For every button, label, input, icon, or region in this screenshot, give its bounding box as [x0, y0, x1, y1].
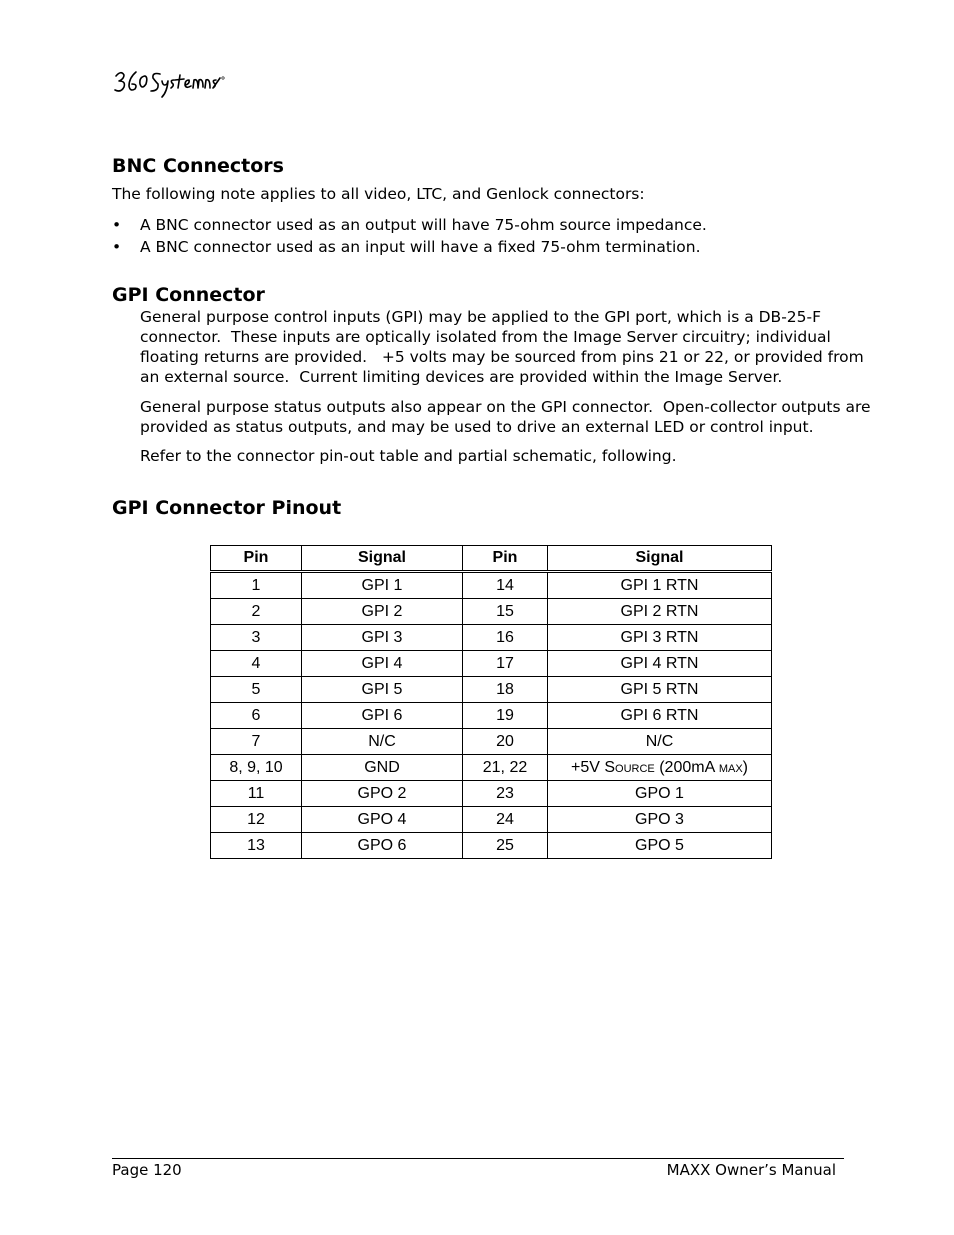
column-header-pin: Pin [463, 546, 548, 572]
pin-cell: 21, 22 [463, 755, 548, 781]
pinout-table [210, 545, 772, 859]
pin-cell: 11 [211, 781, 302, 807]
signal-cell: GPI 1 RTN [548, 572, 772, 599]
pin-cell: 12 [211, 807, 302, 833]
pin-cell: 6 [211, 703, 302, 729]
pin-cell: 3 [211, 625, 302, 651]
signal-cell: GPI 2 RTN [548, 599, 772, 625]
pin-cell: 19 [463, 703, 548, 729]
table-row [211, 833, 772, 859]
signal-cell: +5V Source (200mA max) [548, 755, 772, 781]
pin-cell: 17 [463, 651, 548, 677]
table-row [211, 781, 772, 807]
table-row [211, 677, 772, 703]
pin-cell: 14 [463, 572, 548, 599]
pin-cell: 4 [211, 651, 302, 677]
signal-cell: GPI 6 [302, 703, 463, 729]
gpi-paragraph-3: Refer to the connector pin-out table and partial schematic, following. [140, 447, 677, 465]
pin-cell: 1 [211, 572, 302, 599]
footer-manual-title: MAXX Owner’s Manual [666, 1161, 836, 1179]
gpi-para2-line: General purpose status outputs also appear on the GPI connector. Open-collector outputs are [140, 398, 871, 416]
table-row [211, 599, 772, 625]
gpi-para1-line: an external source. Current limiting devices are provided within the Image Server. [140, 368, 783, 386]
table-row [211, 703, 772, 729]
pin-cell: 7 [211, 729, 302, 755]
pin-cell: 23 [463, 781, 548, 807]
pin-cell: 24 [463, 807, 548, 833]
bullet-icon: • [112, 216, 122, 234]
bnc-bullet-text: A BNC connector used as an input will have a fixed 75-ohm termination. [140, 238, 701, 256]
table-row [211, 807, 772, 833]
pin-cell: 15 [463, 599, 548, 625]
bnc-bullet-text: A BNC connector used as an output will have 75-ohm source impedance. [140, 216, 707, 234]
signal-cell: N/C [302, 729, 463, 755]
signal-cell: GPO 1 [548, 781, 772, 807]
signal-cell: GPI 5 [302, 677, 463, 703]
signal-cell: GND [302, 755, 463, 781]
bnc-intro: The following note applies to all video, LTC, and Genlock connectors: [112, 185, 645, 203]
table-row [211, 625, 772, 651]
signal-cell: GPO 4 [302, 807, 463, 833]
signal-cell: GPI 1 [302, 572, 463, 599]
column-header-pin: Pin [211, 546, 302, 572]
pin-cell: 8, 9, 10 [211, 755, 302, 781]
signal-cell: GPO 5 [548, 833, 772, 859]
pin-cell: 25 [463, 833, 548, 859]
table-row [211, 729, 772, 755]
signal-cell: GPI 3 [302, 625, 463, 651]
gpi-section-title: GPI Connector [112, 284, 265, 306]
pin-cell: 18 [463, 677, 548, 703]
pinout-table-body [211, 572, 772, 859]
pin-cell: 13 [211, 833, 302, 859]
bullet-icon: • [112, 238, 122, 256]
gpi-para1-line: floating returns are provided. +5 volts may be sourced from pins 21 or 22, or provided from [140, 348, 864, 366]
table-row [211, 755, 772, 781]
pin-cell: 16 [463, 625, 548, 651]
signal-cell: GPO 6 [302, 833, 463, 859]
table-row [211, 651, 772, 677]
signal-cell: N/C [548, 729, 772, 755]
gpi-para1-line: connector. These inputs are optically isolated from the Image Server circuitry; individual [140, 328, 831, 346]
signal-cell: GPI 2 [302, 599, 463, 625]
gpi-para2-line: provided as status outputs, and may be used to drive an external LED or control input. [140, 418, 814, 436]
signal-cell: GPI 5 RTN [548, 677, 772, 703]
pin-cell: 20 [463, 729, 548, 755]
signal-cell: GPI 4 RTN [548, 651, 772, 677]
signal-cell: GPI 4 [302, 651, 463, 677]
pin-cell: 5 [211, 677, 302, 703]
signal-cell: GPO 3 [548, 807, 772, 833]
signal-cell: GPI 6 RTN [548, 703, 772, 729]
column-header-signal: Signal [302, 546, 463, 572]
footer-divider [112, 1158, 844, 1159]
pin-cell: 2 [211, 599, 302, 625]
gpi-para1-line: General purpose control inputs (GPI) may be applied to the GPI port, which is a DB-25-F [140, 308, 822, 326]
signal-cell: GPO 2 [302, 781, 463, 807]
company-logo [112, 64, 227, 100]
footer-page-number: Page 120 [112, 1161, 182, 1179]
pinout-header-row [211, 546, 772, 572]
bnc-section-title: BNC Connectors [112, 155, 284, 177]
column-header-signal: Signal [548, 546, 772, 572]
pinout-section-title: GPI Connector Pinout [112, 497, 342, 519]
signal-cell: GPI 3 RTN [548, 625, 772, 651]
table-row [211, 572, 772, 599]
